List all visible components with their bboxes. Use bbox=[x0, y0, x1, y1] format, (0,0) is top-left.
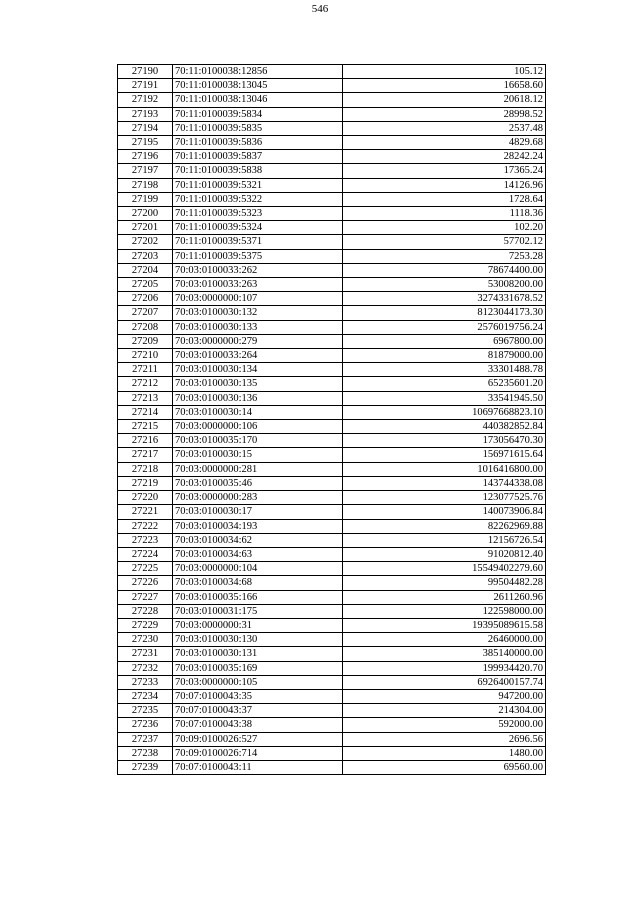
value-cell: 385140000.00 bbox=[343, 647, 546, 661]
row-number: 27219 bbox=[118, 476, 173, 490]
value-cell: 440382852.84 bbox=[343, 420, 546, 434]
table-row bbox=[118, 192, 546, 206]
row-number: 27204 bbox=[118, 263, 173, 277]
table-row bbox=[118, 718, 546, 732]
table-row bbox=[118, 746, 546, 760]
value-cell: 33301488.78 bbox=[343, 363, 546, 377]
value-cell: 28242.24 bbox=[343, 150, 546, 164]
table-row bbox=[118, 547, 546, 561]
row-number: 27193 bbox=[118, 107, 173, 121]
table-row bbox=[118, 107, 546, 121]
cadastral-number: 70:09:0100026:714 bbox=[173, 746, 343, 760]
cadastral-number: 70:03:0100034:63 bbox=[173, 547, 343, 561]
value-cell: 12156726.54 bbox=[343, 533, 546, 547]
cadastral-number: 70:03:0100030:132 bbox=[173, 306, 343, 320]
table-row bbox=[118, 150, 546, 164]
cadastral-number: 70:03:0100030:17 bbox=[173, 505, 343, 519]
cadastral-number: 70:03:0100030:131 bbox=[173, 647, 343, 661]
row-number: 27198 bbox=[118, 178, 173, 192]
row-number: 27214 bbox=[118, 405, 173, 419]
cadastral-number: 70:03:0000000:104 bbox=[173, 562, 343, 576]
value-cell: 122598000.00 bbox=[343, 604, 546, 618]
table-row bbox=[118, 491, 546, 505]
row-number: 27235 bbox=[118, 704, 173, 718]
value-cell: 20618.12 bbox=[343, 93, 546, 107]
value-cell: 78674400.00 bbox=[343, 263, 546, 277]
table-row bbox=[118, 462, 546, 476]
cadastral-number: 70:03:0100035:46 bbox=[173, 476, 343, 490]
cadastral-number: 70:03:0100033:263 bbox=[173, 278, 343, 292]
value-cell: 6967800.00 bbox=[343, 334, 546, 348]
cadastral-number: 70:03:0100031:175 bbox=[173, 604, 343, 618]
table-row bbox=[118, 136, 546, 150]
value-cell: 17365.24 bbox=[343, 164, 546, 178]
table-row bbox=[118, 434, 546, 448]
row-number: 27203 bbox=[118, 249, 173, 263]
value-cell: 99504482.28 bbox=[343, 576, 546, 590]
cadastral-number: 70:11:0100039:5835 bbox=[173, 121, 343, 135]
table-row bbox=[118, 533, 546, 547]
table-row bbox=[118, 235, 546, 249]
row-number: 27208 bbox=[118, 320, 173, 334]
cadastral-number: 70:03:0100035:169 bbox=[173, 661, 343, 675]
value-cell: 57702.12 bbox=[343, 235, 546, 249]
row-number: 27217 bbox=[118, 448, 173, 462]
cadastral-number: 70:07:0100043:38 bbox=[173, 718, 343, 732]
table-row bbox=[118, 320, 546, 334]
table-row bbox=[118, 618, 546, 632]
table-row bbox=[118, 79, 546, 93]
table-row bbox=[118, 65, 546, 79]
value-cell: 105.12 bbox=[343, 65, 546, 79]
cadastral-number: 70:07:0100043:37 bbox=[173, 704, 343, 718]
value-cell: 140073906.84 bbox=[343, 505, 546, 519]
value-cell: 156971615.64 bbox=[343, 448, 546, 462]
value-cell: 3274331678.52 bbox=[343, 292, 546, 306]
value-cell: 19395089615.58 bbox=[343, 618, 546, 632]
row-number: 27234 bbox=[118, 689, 173, 703]
row-number: 27231 bbox=[118, 647, 173, 661]
value-cell: 102.20 bbox=[343, 221, 546, 235]
table-row bbox=[118, 207, 546, 221]
table-row bbox=[118, 121, 546, 135]
row-number: 27230 bbox=[118, 633, 173, 647]
table-row bbox=[118, 704, 546, 718]
value-cell: 8123044173.30 bbox=[343, 306, 546, 320]
row-number: 27211 bbox=[118, 363, 173, 377]
value-cell: 2576019756.24 bbox=[343, 320, 546, 334]
cadastral-number: 70:11:0100039:5375 bbox=[173, 249, 343, 263]
value-cell: 65235601.20 bbox=[343, 377, 546, 391]
value-cell: 28998.52 bbox=[343, 107, 546, 121]
row-number: 27228 bbox=[118, 604, 173, 618]
row-number: 27205 bbox=[118, 278, 173, 292]
cadastral-number: 70:03:0100030:134 bbox=[173, 363, 343, 377]
table-row bbox=[118, 263, 546, 277]
row-number: 27216 bbox=[118, 434, 173, 448]
cadastral-number: 70:09:0100026:527 bbox=[173, 732, 343, 746]
table-row bbox=[118, 334, 546, 348]
table-row bbox=[118, 505, 546, 519]
row-number: 27239 bbox=[118, 760, 173, 774]
table-row bbox=[118, 405, 546, 419]
table-row bbox=[118, 349, 546, 363]
cadastral-number: 70:11:0100038:12856 bbox=[173, 65, 343, 79]
value-cell: 123077525.76 bbox=[343, 491, 546, 505]
table-row bbox=[118, 590, 546, 604]
table-row bbox=[118, 675, 546, 689]
table-row bbox=[118, 93, 546, 107]
value-cell: 15549402279.60 bbox=[343, 562, 546, 576]
value-cell: 592000.00 bbox=[343, 718, 546, 732]
row-number: 27232 bbox=[118, 661, 173, 675]
table-row bbox=[118, 732, 546, 746]
cadastral-number: 70:03:0000000:31 bbox=[173, 618, 343, 632]
row-number: 27213 bbox=[118, 391, 173, 405]
value-cell: 1728.64 bbox=[343, 192, 546, 206]
value-cell: 81879000.00 bbox=[343, 349, 546, 363]
value-cell: 1016416800.00 bbox=[343, 462, 546, 476]
table-row bbox=[118, 562, 546, 576]
cadastral-number: 70:03:0000000:283 bbox=[173, 491, 343, 505]
cadastral-number: 70:03:0100034:62 bbox=[173, 533, 343, 547]
cadastral-number: 70:03:0100030:135 bbox=[173, 377, 343, 391]
value-cell: 4829.68 bbox=[343, 136, 546, 150]
cadastral-number: 70:03:0100030:133 bbox=[173, 320, 343, 334]
value-cell: 69560.00 bbox=[343, 760, 546, 774]
table-row bbox=[118, 292, 546, 306]
value-cell: 53008200.00 bbox=[343, 278, 546, 292]
cadastral-number: 70:03:0000000:106 bbox=[173, 420, 343, 434]
value-cell: 7253.28 bbox=[343, 249, 546, 263]
cadastral-number: 70:03:0100033:262 bbox=[173, 263, 343, 277]
table-row bbox=[118, 661, 546, 675]
table-row bbox=[118, 689, 546, 703]
cadastral-number: 70:07:0100043:11 bbox=[173, 760, 343, 774]
value-cell: 10697668823.10 bbox=[343, 405, 546, 419]
cadastral-number: 70:11:0100039:5323 bbox=[173, 207, 343, 221]
table-row bbox=[118, 377, 546, 391]
row-number: 27202 bbox=[118, 235, 173, 249]
row-number: 27238 bbox=[118, 746, 173, 760]
value-cell: 143744338.08 bbox=[343, 476, 546, 490]
cadastral-number: 70:11:0100039:5838 bbox=[173, 164, 343, 178]
cadastral-number: 70:03:0100030:136 bbox=[173, 391, 343, 405]
row-number: 27221 bbox=[118, 505, 173, 519]
cadastral-number: 70:11:0100039:5837 bbox=[173, 150, 343, 164]
value-cell: 947200.00 bbox=[343, 689, 546, 703]
row-number: 27224 bbox=[118, 547, 173, 561]
row-number: 27207 bbox=[118, 306, 173, 320]
cadastral-number: 70:11:0100038:13045 bbox=[173, 79, 343, 93]
table-row bbox=[118, 476, 546, 490]
cadastral-number: 70:11:0100039:5322 bbox=[173, 192, 343, 206]
cadastral-number: 70:03:0100034:193 bbox=[173, 519, 343, 533]
table-row bbox=[118, 164, 546, 178]
table-row bbox=[118, 278, 546, 292]
cadastral-number: 70:03:0100034:68 bbox=[173, 576, 343, 590]
row-number: 27196 bbox=[118, 150, 173, 164]
row-number: 27236 bbox=[118, 718, 173, 732]
cadastral-number: 70:03:0100030:130 bbox=[173, 633, 343, 647]
cadastral-number: 70:03:0100035:166 bbox=[173, 590, 343, 604]
row-number: 27215 bbox=[118, 420, 173, 434]
table-row bbox=[118, 633, 546, 647]
row-number: 27191 bbox=[118, 79, 173, 93]
cadastral-number: 70:11:0100039:5324 bbox=[173, 221, 343, 235]
value-cell: 91020812.40 bbox=[343, 547, 546, 561]
cadastral-number: 70:03:0100030:15 bbox=[173, 448, 343, 462]
row-number: 27190 bbox=[118, 65, 173, 79]
cadastral-number: 70:07:0100043:35 bbox=[173, 689, 343, 703]
value-cell: 16658.60 bbox=[343, 79, 546, 93]
row-number: 27237 bbox=[118, 732, 173, 746]
row-number: 27210 bbox=[118, 349, 173, 363]
row-number: 27201 bbox=[118, 221, 173, 235]
row-number: 27220 bbox=[118, 491, 173, 505]
cadastral-number: 70:11:0100039:5836 bbox=[173, 136, 343, 150]
row-number: 27226 bbox=[118, 576, 173, 590]
value-cell: 1118.36 bbox=[343, 207, 546, 221]
cadastral-number: 70:11:0100039:5321 bbox=[173, 178, 343, 192]
table-row bbox=[118, 391, 546, 405]
row-number: 27195 bbox=[118, 136, 173, 150]
row-number: 27222 bbox=[118, 519, 173, 533]
table-row bbox=[118, 221, 546, 235]
row-number: 27192 bbox=[118, 93, 173, 107]
value-cell: 14126.96 bbox=[343, 178, 546, 192]
value-cell: 214304.00 bbox=[343, 704, 546, 718]
value-cell: 6926400157.74 bbox=[343, 675, 546, 689]
cadastral-number: 70:11:0100039:5371 bbox=[173, 235, 343, 249]
row-number: 27197 bbox=[118, 164, 173, 178]
row-number: 27194 bbox=[118, 121, 173, 135]
page-number: 546 bbox=[311, 3, 329, 15]
row-number: 27229 bbox=[118, 618, 173, 632]
table-row bbox=[118, 760, 546, 774]
row-number: 27218 bbox=[118, 462, 173, 476]
table-row bbox=[118, 576, 546, 590]
cadastral-number: 70:03:0000000:107 bbox=[173, 292, 343, 306]
table-row bbox=[118, 249, 546, 263]
cadastral-number: 70:11:0100039:5834 bbox=[173, 107, 343, 121]
value-cell: 1480.00 bbox=[343, 746, 546, 760]
data-table bbox=[117, 64, 546, 775]
cadastral-number: 70:03:0100033:264 bbox=[173, 349, 343, 363]
table-row bbox=[118, 448, 546, 462]
table-row bbox=[118, 647, 546, 661]
value-cell: 2611260.96 bbox=[343, 590, 546, 604]
value-cell: 173056470.30 bbox=[343, 434, 546, 448]
table-row bbox=[118, 519, 546, 533]
value-cell: 199934420.70 bbox=[343, 661, 546, 675]
table-body bbox=[118, 65, 546, 775]
row-number: 27233 bbox=[118, 675, 173, 689]
cadastral-number: 70:11:0100038:13046 bbox=[173, 93, 343, 107]
table-row bbox=[118, 178, 546, 192]
value-cell: 2696.56 bbox=[343, 732, 546, 746]
row-number: 27212 bbox=[118, 377, 173, 391]
row-number: 27199 bbox=[118, 192, 173, 206]
row-number: 27223 bbox=[118, 533, 173, 547]
table-row bbox=[118, 306, 546, 320]
row-number: 27227 bbox=[118, 590, 173, 604]
value-cell: 26460000.00 bbox=[343, 633, 546, 647]
cadastral-number: 70:03:0000000:279 bbox=[173, 334, 343, 348]
row-number: 27206 bbox=[118, 292, 173, 306]
row-number: 27225 bbox=[118, 562, 173, 576]
cadastral-number: 70:03:0100035:170 bbox=[173, 434, 343, 448]
row-number: 27200 bbox=[118, 207, 173, 221]
value-cell: 2537.48 bbox=[343, 121, 546, 135]
cadastral-number: 70:03:0000000:281 bbox=[173, 462, 343, 476]
cadastral-number: 70:03:0000000:105 bbox=[173, 675, 343, 689]
table-row bbox=[118, 363, 546, 377]
value-cell: 82262969.88 bbox=[343, 519, 546, 533]
cadastral-number: 70:03:0100030:14 bbox=[173, 405, 343, 419]
table-row bbox=[118, 604, 546, 618]
value-cell: 33541945.50 bbox=[343, 391, 546, 405]
row-number: 27209 bbox=[118, 334, 173, 348]
table-row bbox=[118, 420, 546, 434]
